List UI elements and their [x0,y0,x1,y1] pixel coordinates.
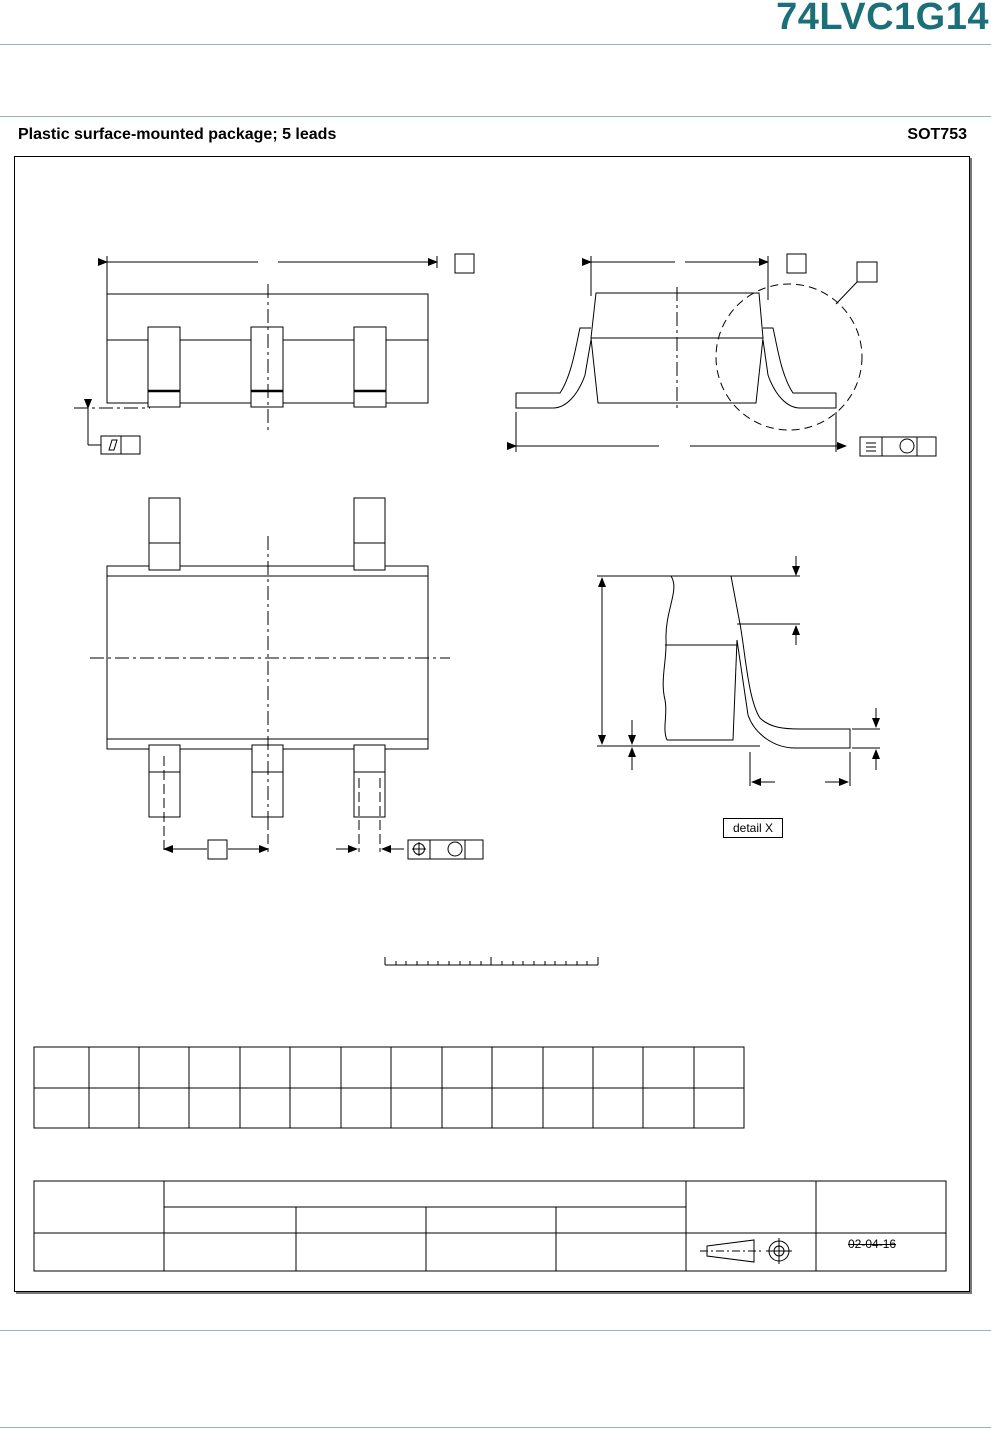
scale-bar [385,957,598,965]
pitch-box [208,840,227,859]
detail-x-label: detail X [723,818,783,838]
part-number: 74LVC1G14 [776,0,989,38]
package-outline-code: SOT753 [907,126,967,143]
detail-reference-box [857,262,877,282]
issue-date: 02-04-16 [848,1237,897,1251]
detail-x-view [597,556,880,786]
side-view [516,254,936,456]
outline-version-table [34,1181,946,1271]
top-view [74,254,474,454]
datum-box [455,254,474,273]
bottom-view [90,498,483,859]
projection-symbol-icon [700,1238,792,1264]
page-bottom-divider [0,1427,991,1428]
datum-box [787,254,806,273]
package-title: Plastic surface-mounted package; 5 leads [18,126,337,143]
dimensions-table [34,1047,744,1128]
footer-divider [0,1330,991,1331]
